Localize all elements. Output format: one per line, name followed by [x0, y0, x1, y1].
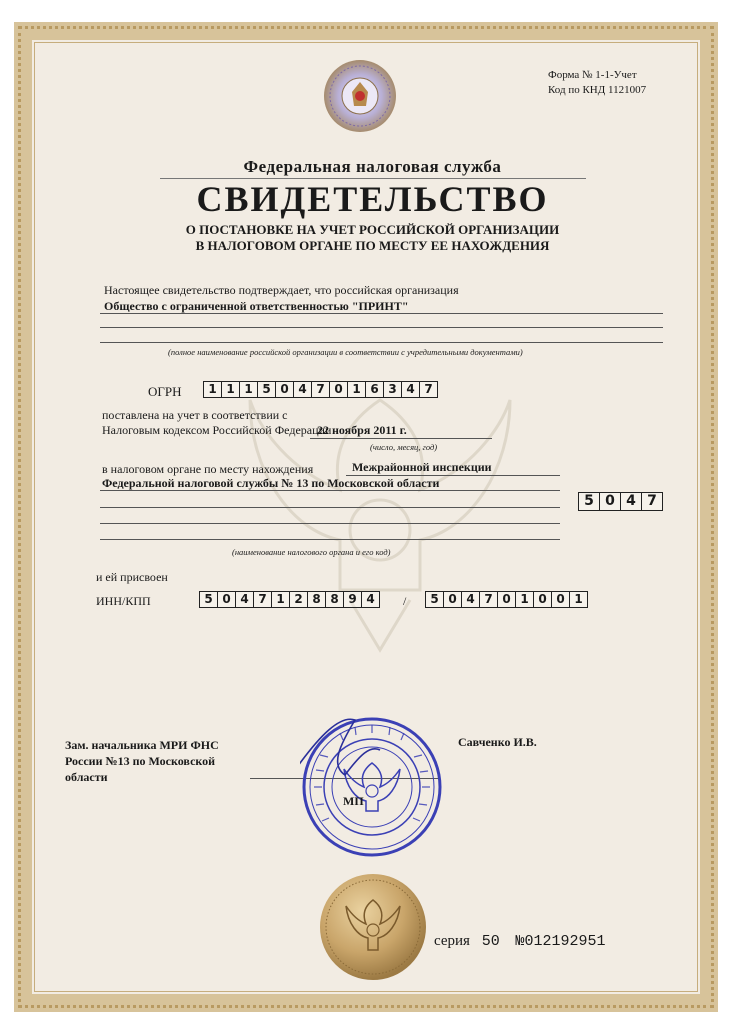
digit-box: 0	[599, 492, 621, 511]
organization-name: Общество с ограниченной ответственностью "ПРИНТ"	[104, 299, 409, 313]
org-line-1	[100, 313, 663, 314]
digit-box: 7	[253, 591, 272, 608]
org-line-2	[100, 327, 663, 328]
official-seal	[300, 715, 445, 860]
digit-box: 0	[533, 591, 552, 608]
digit-box: 3	[383, 381, 402, 398]
knd-code: Код по КНД 1121007	[548, 84, 647, 96]
registration-line-2: Налоговым кодексом Российской Федерации	[102, 423, 332, 437]
eagle-watermark	[230, 360, 530, 660]
digit-box: 7	[641, 492, 663, 511]
digit-box: 4	[620, 492, 642, 511]
authority-code-boxes	[578, 492, 662, 511]
digit-box: 5	[199, 591, 218, 608]
digit-box: 0	[275, 381, 294, 398]
authority-line-4	[100, 523, 560, 524]
digit-box: 7	[479, 591, 498, 608]
registration-text	[102, 408, 331, 438]
digit-box: 4	[235, 591, 254, 608]
digit-box: 1	[203, 381, 222, 398]
digit-box: 1	[347, 381, 366, 398]
hologram-emblem	[322, 58, 398, 134]
certificate-number: №012192951	[515, 933, 606, 950]
digit-box: 5	[257, 381, 276, 398]
kpp-digit-boxes	[425, 591, 587, 608]
signatory-role	[65, 737, 219, 785]
date-line	[310, 438, 492, 439]
inn-kpp-separator: /	[403, 594, 407, 608]
intro-text: Настоящее свидетельство подтверждает, что российская организация	[104, 283, 459, 297]
gold-seal	[318, 872, 428, 982]
subtitle-line-1: О ПОСТАНОВКЕ НА УЧЕТ РОССИЙСКОЙ ОРГАНИЗАЦИИ	[185, 222, 560, 237]
digit-box: 1	[239, 381, 258, 398]
signatory-name: Савченко И.В.	[458, 735, 537, 749]
digit-box: 4	[461, 591, 480, 608]
digit-box: 7	[311, 381, 330, 398]
authority-name-line-1: Межрайонной инспекции	[352, 460, 492, 474]
org-caption: (полное наименование российской организации в соответствии с учредительными документами)	[168, 347, 523, 357]
document-subtitle	[0, 222, 745, 254]
role-line-1: Зам. начальника МРИ ФНС	[65, 738, 219, 752]
role-line-2: России №13 по Московской	[65, 754, 216, 768]
series-code: 50	[481, 933, 500, 950]
assigned-text: и ей присвоен	[96, 570, 168, 584]
digit-box: 7	[419, 381, 438, 398]
subtitle-line-2: В НАЛОГОВОМ ОРГАНЕ ПО МЕСТУ ЕЕ НАХОЖДЕНИЯ	[195, 238, 550, 253]
document-title: СВИДЕТЕЛЬСТВО	[196, 179, 549, 219]
digit-box: 4	[361, 591, 380, 608]
ogrn-label: ОГРН	[148, 384, 182, 399]
inn-digit-boxes	[199, 591, 379, 608]
authority-line-2	[100, 490, 560, 491]
mp-mark: МП	[343, 794, 364, 808]
digit-box: 5	[425, 591, 444, 608]
digit-box: 0	[329, 381, 348, 398]
org-line-3	[100, 342, 663, 343]
authority-line-3	[100, 507, 560, 508]
authority-name-line-2: Федеральной налоговой службы № 13 по Московской области	[102, 476, 440, 490]
digit-box: 0	[217, 591, 236, 608]
form-number-text: Форма № 1-1-Учет	[548, 69, 637, 81]
digit-box: 1	[515, 591, 534, 608]
digit-box: 4	[293, 381, 312, 398]
role-line-3: области	[65, 770, 108, 784]
digit-box: 1	[221, 381, 240, 398]
form-number	[548, 68, 646, 98]
registration-line-1: поставлена на учет в соответствии с	[102, 408, 288, 422]
ogrn-digit-boxes	[203, 381, 437, 398]
digit-box: 4	[401, 381, 420, 398]
authority-intro: в налоговом органе по месту нахождения	[102, 462, 314, 476]
digit-box: 8	[307, 591, 326, 608]
digit-box: 6	[365, 381, 384, 398]
series-number	[434, 933, 605, 950]
agency-title: Федеральная налоговая служба	[243, 157, 502, 176]
digit-box: 5	[578, 492, 600, 511]
digit-box: 1	[271, 591, 290, 608]
registration-date: 22 ноября 2011 г.	[317, 423, 407, 437]
digit-box: 0	[497, 591, 516, 608]
digit-box: 8	[325, 591, 344, 608]
digit-box: 0	[551, 591, 570, 608]
inn-kpp-label: ИНН/КПП	[96, 594, 151, 608]
series-label: серия	[434, 933, 470, 949]
digit-box: 9	[343, 591, 362, 608]
authority-caption: (наименование налогового органа и его код)	[232, 547, 391, 557]
digit-box: 2	[289, 591, 308, 608]
authority-line-5	[100, 539, 560, 540]
date-caption: (число, месяц, год)	[370, 442, 438, 452]
digit-box: 1	[569, 591, 588, 608]
digit-box: 0	[443, 591, 462, 608]
